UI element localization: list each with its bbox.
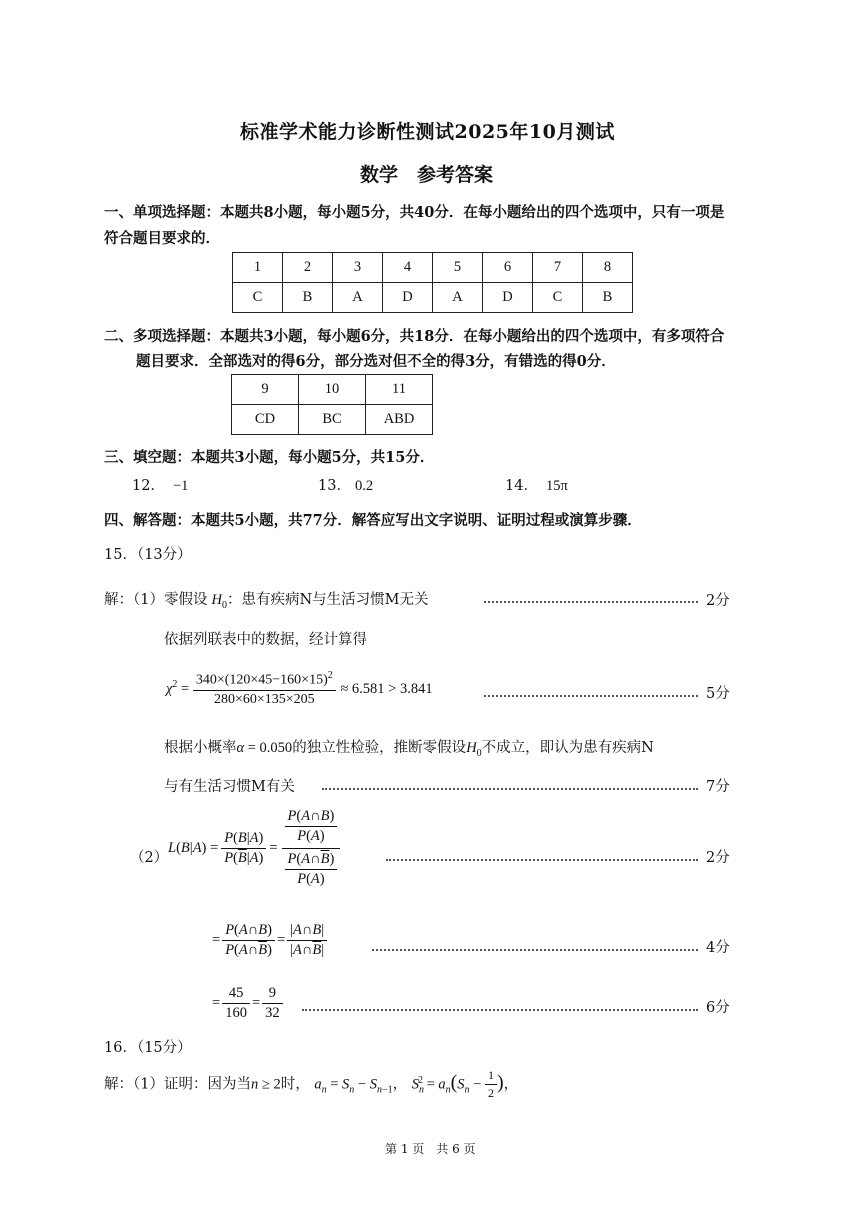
q15-part1-prefix: 解：（1）零假设 xyxy=(104,592,208,608)
table-row xyxy=(232,375,433,405)
q16-line1: 解：（1）证明：因为当n ≥ 2时， $a_n = S_n - S_{n-1}$， $S_n^2 = a_n(S_n$ − $\frac{1}{2}$ )， xyxy=(104,1068,519,1100)
table-cell: D xyxy=(483,283,533,313)
conclusion-text-b: 的独立性检验，推断零假设 xyxy=(292,740,467,756)
table-cell: CD xyxy=(232,405,299,435)
likelihood-formula: L ( B | A ) = $\frac{P(B|A)}{P(\overline{B}|A)}$ = $\frac{\frac{P(A\cap B)}{P(A)}}{\frac{P(A\cap\overline{B})}{P(A)}}$ xyxy=(168,808,340,888)
chi-numerator: 340×(120×45−160×15) xyxy=(195,672,328,688)
fraction-numerator: 45 xyxy=(222,985,250,1004)
fill-value: −1 xyxy=(172,478,189,494)
table-cell: 2 xyxy=(283,253,333,283)
q15-header: 15．（13分） xyxy=(104,547,192,563)
score-label: 2分 xyxy=(706,593,730,609)
table-cell: 3 xyxy=(333,253,383,283)
q16-line1-mid: 时， xyxy=(280,1076,310,1093)
table-cell: BC xyxy=(299,405,366,435)
section-1-heading: 一、单项选择题：本题共8小题，每小题5分，共40分．在每小题给出的四个选项中，只有一项是 xyxy=(104,204,725,221)
section-3-heading: 三、填空题：本题共3小题，每小题5分，共15分． xyxy=(104,449,435,466)
table-cell: 11 xyxy=(366,375,433,405)
chi-square-formula: $\chi^2$ = $\frac{340\times(120\times 45-160\times 15)^2}{280\times 60\times 135\times 205}$ ≈ 6.581 > 3.841 xyxy=(166,670,433,707)
q15-part2-label: （2） xyxy=(130,850,169,866)
q15-conclusion-line2: 与有生活习惯M有关 xyxy=(164,779,295,795)
table-cell: C xyxy=(533,283,583,313)
table-row xyxy=(233,283,633,313)
score-label: 4分 xyxy=(706,940,730,956)
table-cell: C xyxy=(233,283,283,313)
q15-calc-intro: 依据列联表中的数据，经计算得 xyxy=(164,632,367,648)
leader-dots xyxy=(386,859,698,861)
table-cell: B xyxy=(583,283,633,313)
final-ratio-formula: = $\frac{45}{160}$ = $\frac{9}{32}$ xyxy=(212,985,283,1022)
section-1-heading-cont: 符合题目要求的． xyxy=(104,230,220,247)
probability-ratio-formula: = $\frac{P(A\cap B)}{P(A\cap\overline{B})}$ = $\frac{|A\cap B|}{|A\cap\overline{B}|}$ xyxy=(212,922,327,959)
leader-dots xyxy=(372,949,698,951)
table-cell: 1 xyxy=(233,253,283,283)
section-2-heading: 二、多项选择题：本题共3小题，每小题6分，共18分．在每小题给出的四个选项中，有多项符合 xyxy=(104,328,725,345)
fill-answer-14 xyxy=(505,474,568,495)
conclusion-text-a: 根据小概率 xyxy=(164,740,237,756)
score-label: 7分 xyxy=(706,779,730,795)
chi-denominator: 280×60×135×205 xyxy=(213,691,315,707)
section-4-heading: 四、解答题：本题共5小题，共77分．解答应写出文字说明、证明过程或演算步骤． xyxy=(104,512,642,529)
table-cell: A xyxy=(433,283,483,313)
leader-dots xyxy=(484,601,698,603)
table-row xyxy=(233,253,633,283)
fill-answer-13 xyxy=(318,474,373,495)
page-title: 标准学术能力诊断性测试2025年10月测试 xyxy=(240,121,615,143)
table-cell: 9 xyxy=(232,375,299,405)
fill-answer-12 xyxy=(132,474,188,495)
table-cell: B xyxy=(283,283,333,313)
fraction-denominator: 160 xyxy=(225,1005,247,1021)
table-cell: 6 xyxy=(483,253,533,283)
fill-value: 15π xyxy=(545,478,568,494)
table-cell: 8 xyxy=(583,253,633,283)
q16-line1-prefix: 解：（1）证明：因为当 xyxy=(104,1076,251,1093)
chi-result: ≈ 6.581 > 3.841 xyxy=(340,680,433,697)
leader-dots xyxy=(302,1009,698,1011)
page-subtitle: 数学 参考答案 xyxy=(360,164,494,186)
fill-label: 12． xyxy=(132,478,165,494)
multi-choice-table xyxy=(231,374,433,435)
fraction-denominator: 32 xyxy=(265,1005,280,1021)
score-label: 2分 xyxy=(706,850,730,866)
table-cell: 10 xyxy=(299,375,366,405)
fill-label: 14． xyxy=(505,478,538,494)
leader-dots xyxy=(484,695,698,697)
table-cell: D xyxy=(383,283,433,313)
table-cell: 4 xyxy=(383,253,433,283)
single-choice-table xyxy=(232,252,633,313)
table-row xyxy=(232,405,433,435)
fraction-numerator: 9 xyxy=(262,985,283,1004)
table-cell: 5 xyxy=(433,253,483,283)
section-2-heading-cont: 题目要求．全部选对的得6分，部分选对但不全的得3分，有错选的得0分． xyxy=(136,353,616,370)
table-cell: 7 xyxy=(533,253,583,283)
fill-value: 0.2 xyxy=(354,478,374,494)
table-cell: ABD xyxy=(366,405,433,435)
conclusion-text-c: 不成立，即认为患有疾病N xyxy=(481,740,654,756)
leader-dots xyxy=(322,788,698,790)
score-label: 6分 xyxy=(706,1000,730,1016)
table-cell: A xyxy=(333,283,383,313)
q16-header: 16．（15分） xyxy=(104,1040,192,1056)
score-label: 5分 xyxy=(706,686,730,702)
fill-label: 13． xyxy=(318,478,351,494)
page-footer: 第 1 页 共 6 页 xyxy=(385,1142,476,1156)
q15-part1: 解：（1）零假设 $H_0$：患有疾病N与生活习惯M无关 xyxy=(104,592,429,611)
q15-part1-text: ：患有疾病N与生活习惯M无关 xyxy=(226,592,429,608)
q15-conclusion-line1: 根据小概率α = 0.050的独立性检验，推断零假设$H_0$不成立，即认为患有疾病N xyxy=(164,740,654,759)
